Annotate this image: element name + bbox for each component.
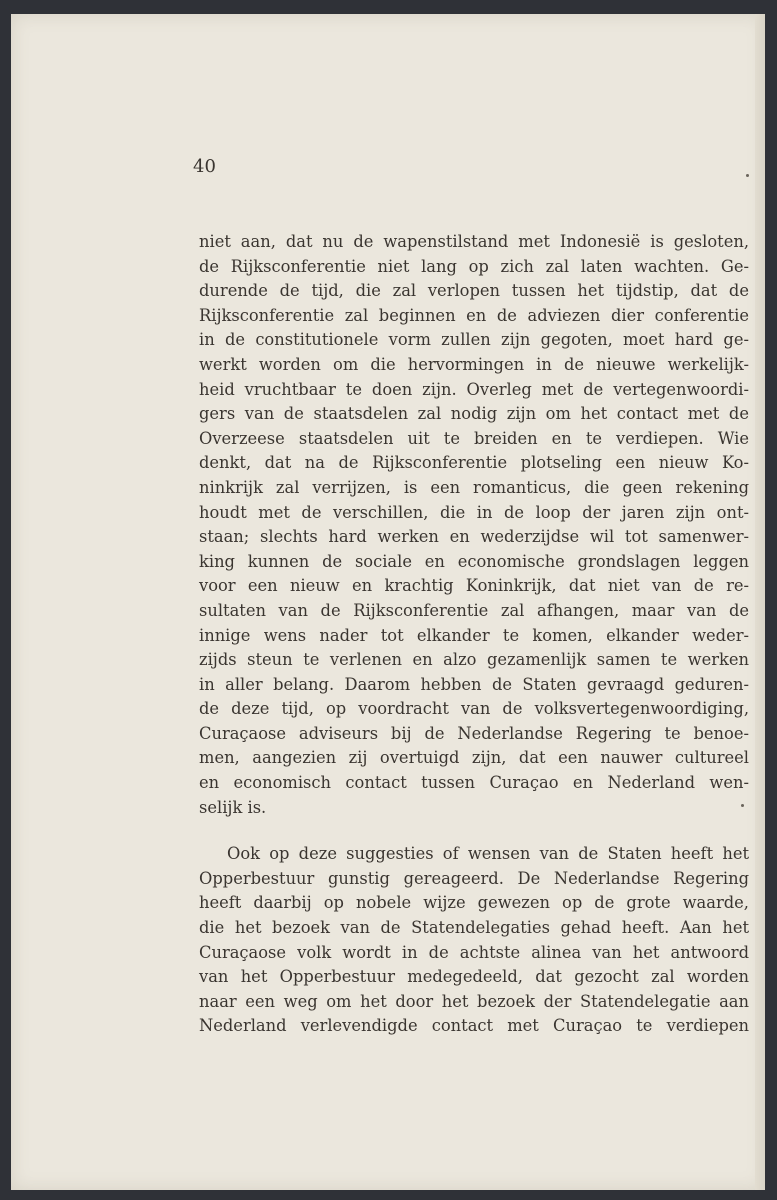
text-line: heeft daarbij op nobele wijze gewezen op de grote waarde, bbox=[199, 893, 749, 913]
text-line: denkt, dat na de Rijksconferentie plotseling een nieuw Ko- bbox=[199, 453, 749, 473]
text-line: die het bezoek van de Statendelegaties gehad heeft. Aan het bbox=[199, 918, 749, 938]
text-line: de Rijksconferentie niet lang op zich zal laten wachten. Ge- bbox=[199, 256, 749, 276]
text-line: king kunnen de sociale en economische grondslagen leggen bbox=[199, 551, 749, 571]
text-line: durende de tijd, die zal verlopen tussen het tijdstip, dat de bbox=[199, 281, 749, 301]
text-line: innige wens nader tot elkander te komen, elkander weder- bbox=[199, 625, 749, 645]
body-text bbox=[199, 230, 749, 1039]
paragraph-1 bbox=[199, 230, 749, 820]
book-page bbox=[11, 14, 765, 1190]
text-line: en economisch contact tussen Curaçao en Nederland wen- bbox=[199, 773, 749, 793]
text-line: de deze tijd, op voordracht van de volksvertegenwoordiging, bbox=[199, 699, 749, 719]
text-line: heid vruchtbaar te doen zijn. Overleg met de vertegenwoordi- bbox=[199, 379, 749, 399]
text-line: Rijksconferentie zal beginnen en de adviezen dier conferentie bbox=[199, 305, 749, 325]
text-line: Ook op deze suggesties of wensen van de Staten heeft het bbox=[227, 844, 749, 864]
paragraph-gap bbox=[199, 820, 749, 842]
text-line: Curaçaose volk wordt in de achtste alinea van het antwoord bbox=[199, 942, 749, 962]
text-line: ninkrijk zal verrijzen, is een romanticus, die geen rekening bbox=[199, 477, 749, 497]
text-line: sultaten van de Rijksconferentie zal afhangen, maar van de bbox=[199, 600, 749, 620]
page-number: 40 bbox=[193, 156, 216, 177]
text-line: men, aangezien zij overtuigd zijn, dat een nauwer cultureel bbox=[199, 748, 749, 768]
paper-speck bbox=[746, 174, 749, 177]
text-line: Overzeese staatsdelen uit te breiden en te verdiepen. Wie bbox=[199, 428, 749, 448]
text-line: zijds steun te verlenen en alzo gezamenlijk samen te werken bbox=[199, 650, 749, 670]
text-line: Curaçaose adviseurs bij de Nederlandse Regering te benoe- bbox=[199, 723, 749, 743]
text-line: Opperbestuur gunstig gereageerd. De Nederlandse Regering bbox=[199, 868, 749, 888]
text-line: niet aan, dat nu de wapenstilstand met Indonesië is gesloten, bbox=[199, 232, 749, 251]
text-line: naar een weg om het door het bezoek der Statendelegatie aan bbox=[199, 991, 749, 1011]
text-line: in de constitutionele vorm zullen zijn gegoten, moet hard ge- bbox=[199, 330, 749, 350]
paragraph-2 bbox=[199, 842, 749, 1039]
text-line: staan; slechts hard werken en wederzijdse wil tot samenwer- bbox=[199, 527, 749, 547]
page-edge bbox=[755, 14, 765, 1190]
text-line: in aller belang. Daarom hebben de Staten gevraagd geduren- bbox=[199, 674, 749, 694]
text-line: van het Opperbestuur medegedeeld, dat gezocht zal worden bbox=[199, 967, 749, 987]
text-line: werkt worden om die hervormingen in de nieuwe werkelijk- bbox=[199, 354, 749, 374]
text-line: selijk is. bbox=[199, 797, 267, 817]
text-line: Nederland verlevendigde contact met Curaçao te verdiepen bbox=[199, 1016, 749, 1036]
text-line: houdt met de verschillen, die in de loop der jaren zijn ont- bbox=[199, 502, 749, 522]
text-line: voor een nieuw en krachtig Koninkrijk, dat niet van de re- bbox=[199, 576, 749, 596]
text-line: gers van de staatsdelen zal nodig zijn om het contact met de bbox=[199, 404, 749, 424]
paper-speck bbox=[741, 804, 744, 807]
